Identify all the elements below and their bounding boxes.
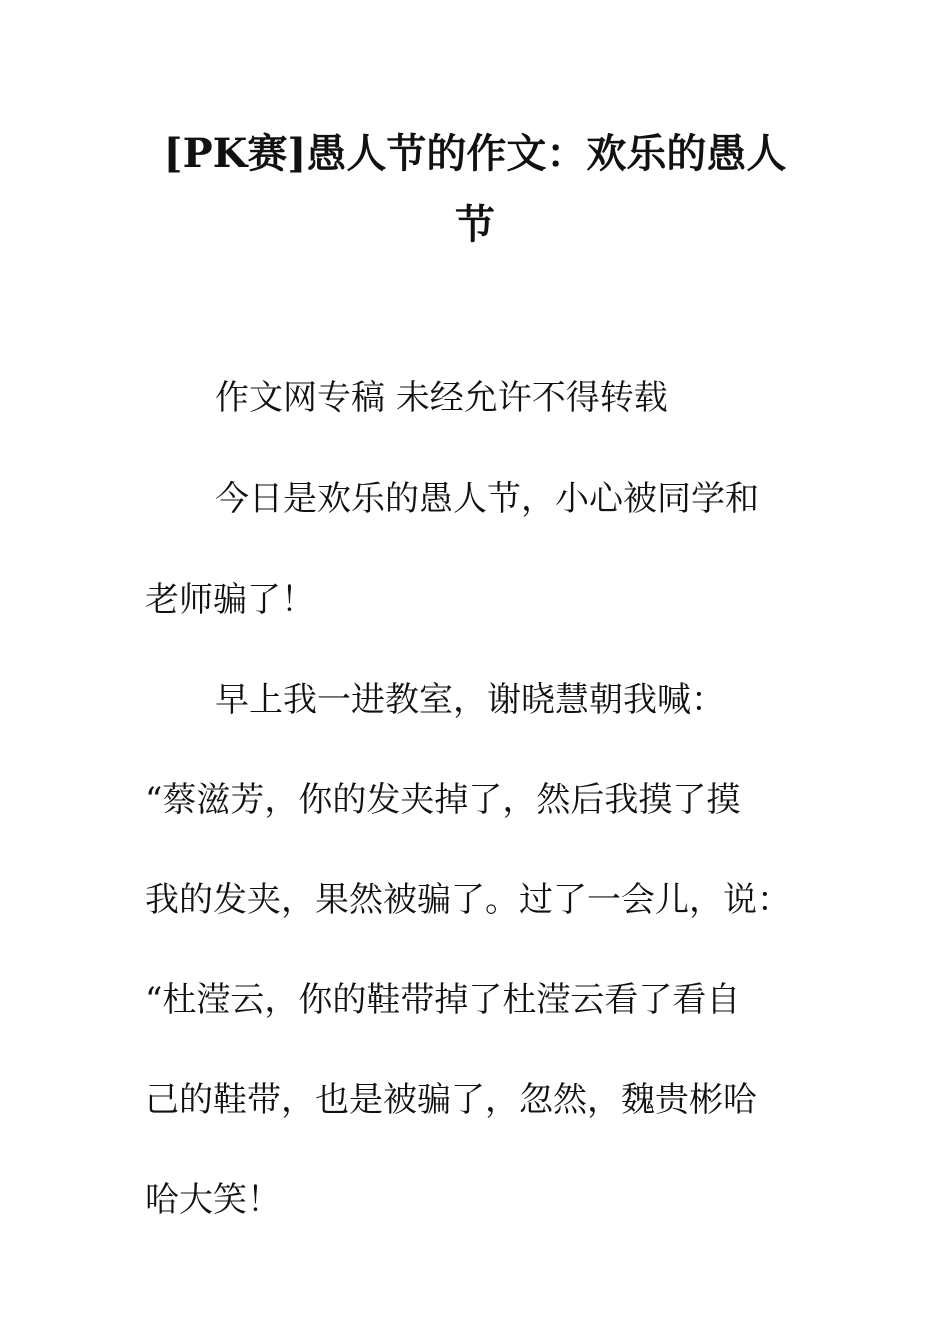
body-line-9: 哈大笑！ bbox=[145, 1180, 281, 1220]
document-title-line-2: 节 bbox=[455, 201, 495, 248]
document-title-line-1: [PK赛]愚人节的作文：欢乐的愚人 bbox=[163, 130, 787, 177]
body-line-5: “蔡滋芳，你的发夹掉了，然后我摸了摸 bbox=[145, 780, 741, 820]
body-line-7: “杜滢云，你的鞋带掉了杜滢云看了看自 bbox=[145, 980, 741, 1020]
body-line-4: 早上我一进教室，谢晓慧朝我喊： bbox=[215, 680, 725, 720]
body-line-2: 今日是欢乐的愚人节，小心被同学和 bbox=[215, 479, 759, 519]
body-line-3: 老师骗了！ bbox=[145, 580, 315, 620]
body-line-1: 作文网专稿 未经允许不得转载 bbox=[215, 378, 668, 418]
body-line-8: 己的鞋带，也是被骗了，忽然，魏贵彬哈 bbox=[145, 1080, 757, 1120]
body-line-6: 我的发夹，果然被骗了。过了一会儿，说： bbox=[145, 880, 791, 920]
